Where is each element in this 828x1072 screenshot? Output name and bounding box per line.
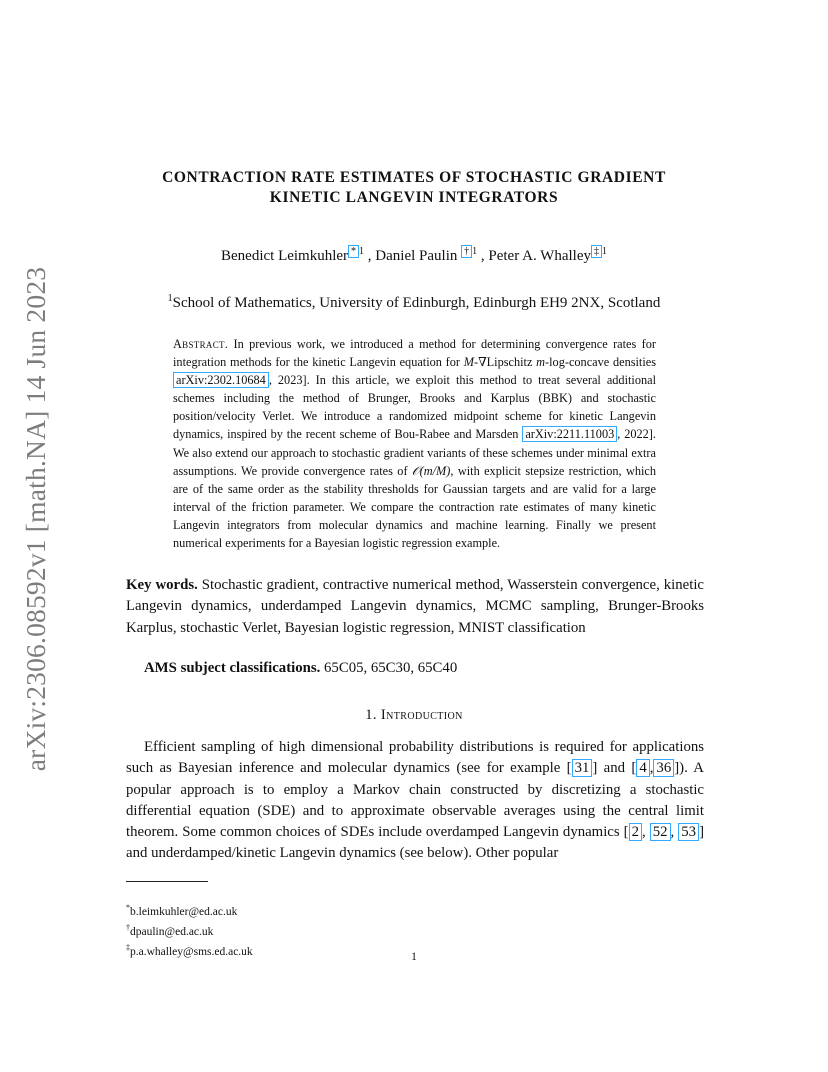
body-text: ] and [ [592,760,637,777]
affiliation [110,293,718,312]
body-text: , [649,760,654,777]
body-text: , [642,824,650,841]
affiliation-text: School of Mathematics, University of Edinburgh, Edinburgh EH9 2NX, Scotland [172,295,661,311]
footnote-link[interactable]: * [348,245,359,258]
keywords-text: Stochastic gradient, contractive numerical method, Wasserstein convergence, kinetic Langevin dynamics, underdamped Langevin dynamics, MCMC sampling, Brunger-Brooks Karplus, stochastic Verlet, Bayesian logistic regression, MNIST classification [126,577,705,636]
abstract-text: , with explicit stepsize restriction, which are of the same order as the stability thresholds for Gaussian targets and are valid for a large interval of the friction parameter. We compare the contraction rate estimates of many kinetic Langevin integrators from molecular dynamics and machine learning. Finally we present numerical experiments for a Bayesian logistic regression example. [173,463,657,551]
body-text: ]). A popular approach is to employ a Markov chain constructed by discretizing a stochastic differential equation (SDE) and to approximate observable averages using the central limit theorem. Some common choices of SDEs include overdamped Langevin dynamics [ [126,760,704,841]
affiliation-number: 1 [167,293,173,304]
citation-link[interactable]: 52 [650,823,671,841]
abstract [173,335,656,552]
body-text: ] and underdamped/kinetic Langevin dynamics (see below). Other popular [126,824,704,862]
math-symbol: M [463,355,474,370]
big-o-expression: 𝒪(m/M) [411,463,451,478]
abstract-heading: Abstract. [173,337,229,351]
citation-link[interactable]: 31 [572,759,593,777]
affiliation-mark: 1 [602,246,607,257]
abstract-text: , 2023]. In this article, we exploit this method to treat several additional schemes including the method of Brunger, Brooks and Karplus (BBK) and stochastic position/velocity Verlet. We introduce a randomized midpoint scheme for kinetic Langevin dynamics, inspired by the recent scheme of Bou-Rabee and Marsden [173,373,656,442]
abstract-text: -log-concave densities [545,355,656,370]
footnote-item [126,900,253,920]
abstract-text: , 2022]. We also extend our approach to stochastic gradient variants of these schemes under minimal extra assumptions. We provide convergence rates of [173,427,656,478]
author-separator: , [364,248,376,264]
citation-link[interactable]: 36 [653,759,674,777]
citation-link[interactable]: arXiv:2302.10684 [173,372,269,388]
author-name: Benedict Leimkuhler [221,248,349,264]
page-number: 1 [411,951,417,963]
footnote-rule [126,881,208,882]
section-number: 1. [365,707,377,723]
footnote-item [126,920,253,940]
footnote-email: dpaulin@ed.ac.uk [130,925,214,938]
arxiv-identifier: arXiv:2306.08592v1 [math.NA] 14 Jun 2023 [20,266,51,772]
ams-codes: 65C05, 65C30, 65C40 [320,660,458,676]
title-line-2: KINETIC LANGEVIN INTEGRATORS [269,189,559,206]
intro-paragraph: Efficient sampling of high dimensional probability distributions is required for applications such as Bayesian inference and molecular dynamics (see for example [ 31 ] and [ 4 , 36 ]). A popular approach is to employ a Markov chain constructed by discretizing a stochastic differential equation (SDE) and to approximate observable averages using the central limit theorem. Some common choices of SDEs include overdamped Langevin dynamics [ 2 , 52 , 53 ] and underdamped/kinetic Langevin dynamics (see below). Other popular [126,739,704,862]
citation-link[interactable]: 4 [636,759,649,777]
footnote-email: p.a.whalley@sms.ed.ac.uk [130,946,253,959]
body-text: Efficient sampling of high dimensional probability distributions is required for applications such as Bayesian inference and molecular dynamics (see for example [126,739,704,777]
ams-label: AMS subject classifications. [144,660,321,676]
footnote-mark: ‡ [126,943,130,953]
keywords [126,575,704,639]
footnote-mark: * [126,903,130,912]
author-name: Daniel Paulin [375,248,462,264]
footnote-mark: † [126,923,130,933]
abstract-text: -∇Lipschitz [473,355,537,370]
paper-title [110,168,718,208]
author-separator: , [477,248,489,264]
ams-classifications [144,660,457,677]
footnote-link[interactable]: † [461,245,472,258]
keywords-label: Key words. [126,577,198,593]
body-text: , [670,824,679,841]
citation-link[interactable]: 2 [629,823,642,841]
math-symbol: m [536,355,546,370]
title-line-1: CONTRACTION RATE ESTIMATES OF STOCHASTIC GRADIENT [162,169,666,186]
affiliation-mark: 1 [472,246,478,257]
author-list [110,246,718,265]
abstract-text: In previous work, we introduced a method for determining convergence rates for integration methods for the kinetic Langevin equation for [173,337,656,370]
citation-link[interactable]: arXiv:2211.11003 [522,426,617,442]
footnote-link[interactable]: ‡ [591,245,602,258]
affiliation-mark: 1 [359,246,365,257]
footnote-email: b.leimkuhler@ed.ac.uk [130,905,238,918]
section-heading [110,707,718,724]
arxiv-sidebar-stamp [12,264,60,774]
citation-link[interactable]: 53 [678,823,699,841]
section-title: Introduction [380,707,463,723]
author-name: Peter A. Whalley [488,248,591,264]
